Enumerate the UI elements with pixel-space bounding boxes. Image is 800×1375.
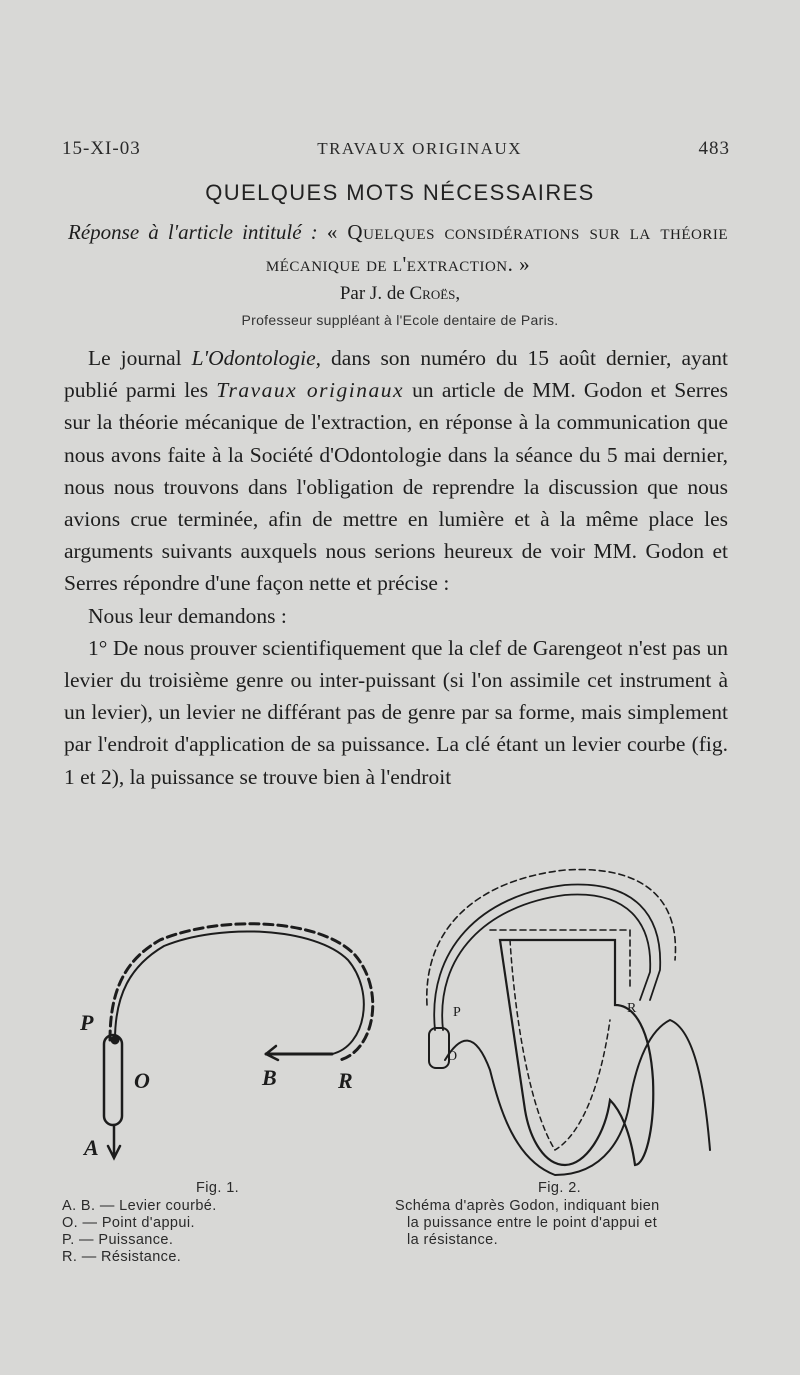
running-head <box>62 138 730 160</box>
label-B: B <box>262 1065 277 1090</box>
page-number: 483 <box>698 138 730 159</box>
tooth-inner-dashed <box>510 940 610 1150</box>
lever-outer-dashed <box>110 924 373 1060</box>
key-outer-dashed <box>427 870 676 1005</box>
label-R: R <box>338 1068 353 1093</box>
label-O: O <box>447 1049 458 1064</box>
article-body <box>64 342 728 793</box>
legend-item: A. B. — Levier courbé. <box>62 1198 217 1214</box>
fulcrum-point <box>111 1036 119 1044</box>
figure-1-legend <box>62 1198 217 1266</box>
legend-item: O. — Point d'appui. <box>62 1215 195 1231</box>
byline-prefix: Par J. de <box>339 283 405 304</box>
header-date: 15-XI-03 <box>62 138 141 159</box>
label-O: O <box>134 1068 150 1093</box>
subtitle-italic: Réponse à l'article intitulé : <box>68 220 318 244</box>
figure-2-godon-schema <box>405 860 735 1180</box>
byline <box>0 283 800 305</box>
figure-1-curved-lever <box>70 900 390 1170</box>
paragraph: Nous leur demandons : <box>88 603 287 628</box>
paragraph: 1° De nous prouver scientifiquement que la clef de Garengeot n'est pas un levier du troisième genre ou inter-puissant (si l'on assimile cet instrument à un levier), un levier ne différant pas de genre par sa forme, mais simplement par l'endroit d'application de sa puissance. La clé étant un levier courbe (fig. 1 et 2), la puissance se trouve bien à l'endroit <box>64 635 728 789</box>
bone-line <box>445 1020 710 1175</box>
text-run: un article de MM. Godon et Serres sur la théorie mécanique de l'extraction, en réponse à la communication que nous avons faite à la Société d'Odontologie dans la séance du 5 mai dernier, nous nous trouvons dans l'obligation de reprendre la discussion que nous avions crue terminée, afin de mettre en lumière et à la même place les arguments suivants auxquels nous serions heureux de voir MM. Godon et Serres répondre d'une façon nette et précise : <box>64 378 728 596</box>
article-subtitle <box>68 216 728 280</box>
caption-line: la résistance. <box>407 1232 499 1248</box>
legend-item: P. — Puissance. <box>62 1232 174 1248</box>
rubric-name: Travaux originaux <box>216 378 404 403</box>
key-bolster <box>429 1028 449 1068</box>
journal-name: L'Odontologie, <box>191 346 322 370</box>
lever-handle <box>104 1035 122 1125</box>
author-affiliation: Professeur suppléant à l'Ecole dentaire de Paris. <box>241 312 559 328</box>
label-P: P <box>453 1005 461 1020</box>
article-title: QUELQUES MOTS NÉCESSAIRES <box>205 180 595 205</box>
key-arc-2 <box>442 894 650 1030</box>
legend-item: R. — Résistance. <box>62 1249 182 1265</box>
label-P: P <box>80 1010 94 1035</box>
force-arrow <box>108 1125 120 1158</box>
lever-inner-line <box>115 931 364 1054</box>
caption-line: la puissance entre le point d'appui et <box>407 1215 658 1231</box>
label-R: R <box>627 1001 637 1016</box>
text-run: Le journal <box>88 346 192 370</box>
paragraph <box>64 342 728 600</box>
text-run: dans son numéro du 15 août dernier, ayant publié parmi les <box>64 346 728 403</box>
subtitle-quoted-title: « Quelques considérations sur la théorie mécanique de l'extraction. » <box>265 220 728 276</box>
caption-line: Schéma d'après Godon, indiquant bien <box>395 1198 660 1214</box>
label-A: A <box>84 1135 99 1160</box>
author-name: Croës, <box>409 283 461 304</box>
figure-2-caption <box>395 1198 740 1249</box>
header-section: TRAVAUX ORIGINAUX <box>317 139 522 158</box>
figure-1-caption-title: Fig. 1. <box>196 1180 240 1196</box>
figure-2-caption-title: Fig. 2. <box>538 1180 582 1196</box>
